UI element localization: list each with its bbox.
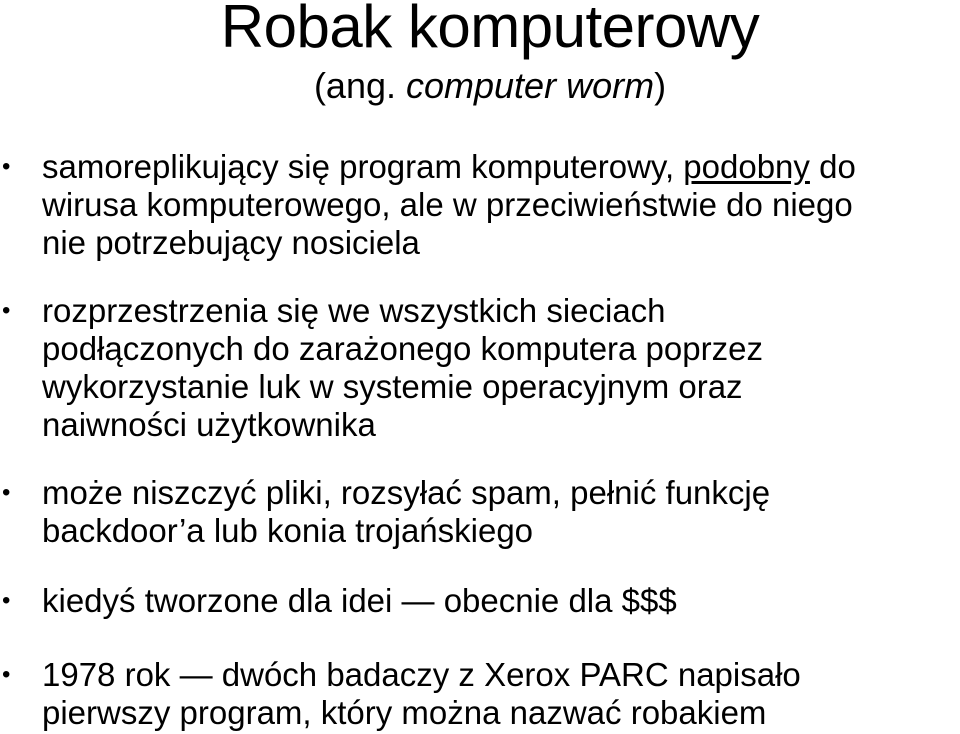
bullet-1-line-3: nie potrzebujący nosiciela — [42, 224, 420, 261]
bullet-text-2 — [42, 292, 957, 444]
subtitle-inner — [314, 65, 666, 106]
bullet-2-line-4: naiwności użytkownika — [42, 406, 376, 443]
bullet-dot: • — [2, 661, 11, 688]
bullet-3-line-1: może niszczyć pliki, rozsyłać spam, pełnić funkcję — [42, 474, 771, 511]
subtitle-italic: computer worm — [406, 65, 655, 106]
bullet-1-line-2: wirusa komputerowego, ale w przeciwieństwie do niego — [42, 186, 853, 223]
subtitle-close: ) — [654, 65, 667, 106]
bullet-text-5 — [42, 656, 957, 732]
slide-subtitle — [0, 64, 960, 108]
bullet-text-1 — [42, 148, 957, 262]
bullet-5-line-2: pierwszy program, który można nazwać robakiem — [42, 694, 767, 731]
bullet-text-3 — [42, 474, 957, 550]
bullet-dot: • — [2, 297, 11, 324]
bullet-4-line-1: kiedyś tworzone dla idei — obecnie dla $$$ — [42, 582, 677, 619]
bullet-2-line-2: podłączonych do zarażonego komputera poprzez — [42, 330, 763, 367]
bullet-1-line-1-before: samoreplikujący się program komputerowy, — [42, 148, 684, 185]
bullet-1-line-1 — [42, 148, 957, 186]
subtitle-open: (ang. — [313, 65, 406, 106]
bullet-2-line-1: rozprzestrzenia się we wszystkich sieciach — [42, 292, 666, 329]
bullet-dot: • — [2, 479, 11, 506]
bullet-2-line-3: wykorzystanie luk w systemie operacyjnym oraz — [42, 368, 743, 405]
underlined-word: podobny — [683, 148, 810, 185]
bullet-1-line-1-after: do — [809, 148, 856, 185]
bullet-text-4 — [42, 582, 957, 620]
bullet-dot: • — [2, 153, 11, 180]
bullet-5-line-1: 1978 rok — dwóch badaczy z Xerox PARC napisało — [42, 656, 801, 693]
slide-title-text: Robak komputerowy — [220, 0, 760, 60]
bullet-dot: • — [2, 587, 11, 614]
slide-title — [0, 0, 960, 62]
bullet-3-line-2: backdoor’a lub konia trojańskiego — [42, 512, 534, 549]
